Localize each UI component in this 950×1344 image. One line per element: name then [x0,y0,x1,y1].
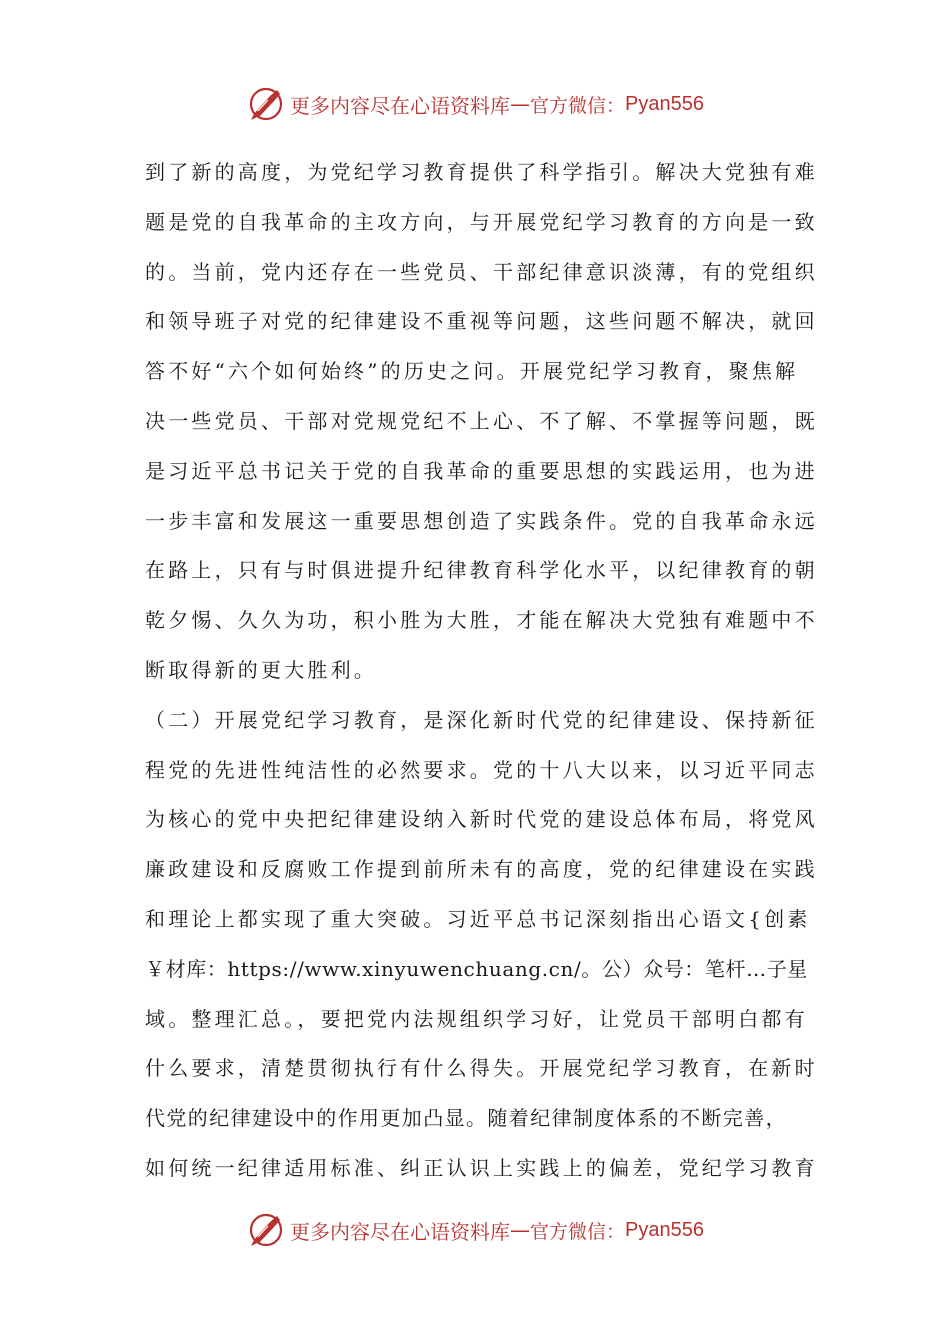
body-line: 在路上，只有与时俱进提升纪律教育科学化水平，以纪律教育的朝 [145,558,818,583]
body-line: 代党的纪律建设中的作用更加凸显。随着纪律制度体系的不断完善， [145,1106,787,1131]
body-line: 题是党的自我革命的主攻方向，与开展党纪学习教育的方向是一致 [145,209,818,234]
body-line: 乾夕惕、久久为功，积小胜为大胜，才能在解决大党独有难题中不 [145,608,818,633]
document-body [145,148,818,1194]
header-wechat-label: 官方微信： [530,94,626,117]
body-line: 为核心的党中央把纪律建设纳入新时代党的建设总体布局，将党风 [145,807,818,832]
body-line: 廉政建设和反腐败工作提到前所未有的高度，党的纪律建设在实践 [145,857,818,882]
body-line: 程党的先进性纯洁性的必然要求。党的十八大以来，以习近平同志 [145,757,818,782]
header-dash: — [510,92,530,116]
footer-brand-text: 更多内容尽在心语资料库 [290,1219,510,1244]
body-line: 域。整理汇总。，要把党内法规组织学习好，让党员干部明白都有 [145,1006,808,1031]
body-line: 和领导班子对党的纪律建设不重视等问题，这些问题不解决，就回 [145,309,818,334]
body-line: 到了新的高度，为党纪学习教育提供了科学指引。解决大党独有难 [145,160,818,184]
body-line-url: ￥材库：https://www.xinyuwenchuang.cn/。公）众号：笔杆…子星 [145,956,808,981]
body-line: 一步丰富和发展这一重要思想创造了实践条件。党的自我革命永远 [145,508,818,533]
header-banner [0,82,950,126]
body-line: 如何统一纪律适用标准、纠正认识上实践上的偏差，党纪学习教育 [145,1155,818,1180]
footer-wechat-label: 官方微信： [530,1220,626,1243]
body-line: 答不好“六个如何始终”的历史之问。开展党纪学习教育，聚焦解 [145,359,799,384]
footer-wechat-id: Pyan556 [625,1218,704,1241]
body-line: 决一些党员、干部对党规党纪不上心、不了解、不掌握等问题，既 [145,408,818,433]
footer-dash: — [510,1218,530,1242]
header-brand-text: 更多内容尽在心语资料库 [290,93,510,118]
footer-banner [0,1208,950,1252]
body-line: 断取得新的更大胜利。 [145,657,377,682]
body-line: 的。当前，党内还存在一些党员、干部纪律意识淡薄，有的党组织 [145,259,818,284]
pen-logo-icon [246,84,286,124]
header-wechat-id: Pyan556 [625,92,704,115]
pen-logo-icon [246,1210,286,1250]
body-line: （二）开展党纪学习教育，是深化新时代党的纪律建设、保持新征 [145,707,818,732]
body-line: 是习近平总书记关于党的自我革命的重要思想的实践运用，也为进 [145,458,818,483]
body-line: 什么要求，清楚贯彻执行有什么得失。开展党纪学习教育，在新时 [145,1056,818,1081]
body-line: 和理论上都实现了重大突破。习近平总书记深刻指出心语文{创素 [145,906,811,931]
